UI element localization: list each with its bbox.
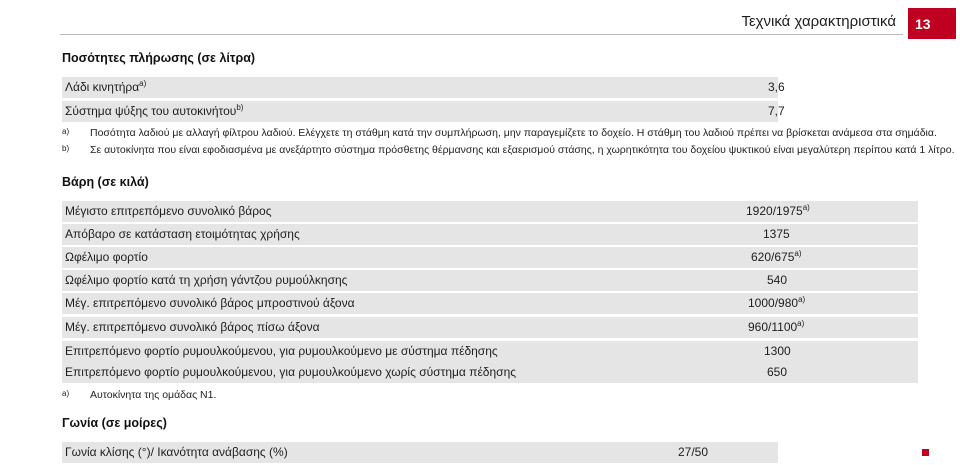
row-label: Λάδι κινητήρα$^{a)}$: [65, 79, 147, 94]
row-value: 3,6: [768, 80, 785, 94]
footnote-mark: a): [62, 127, 70, 136]
footnote: [62, 127, 937, 139]
table-row: [62, 247, 918, 268]
row-value: 620/675$^{a)}$: [751, 249, 802, 264]
table-row: [62, 270, 918, 291]
row-label: Επιτρεπόμενο φορτίο ρυμουλκούμενου, για ρυμουλκούμενο με σύστημα πέδησης: [65, 344, 498, 358]
row-value: 1920/1975$^{a)}$: [746, 203, 810, 218]
page-number: 13: [915, 15, 931, 32]
row-value: 1300: [764, 344, 791, 358]
fluids-section-title: Ποσότητες πλήρωσης (σε λίτρα): [62, 51, 256, 65]
footnote: [62, 144, 955, 156]
table-row: [62, 317, 918, 338]
footnote-mark: b): [62, 144, 70, 153]
section-end-marker: [922, 449, 929, 456]
table-row: [62, 442, 778, 463]
table-row: [62, 362, 918, 383]
footnote-text: Σε αυτοκίνητα που είναι εφοδιασμένα με ανεξάρτητο σύστημα πρόσθετης θέρμανσης και εξαερισμού στάσης, η χωρητικότητα του δοχείου ψυκτικού είναι μεγαλύτερη περίπου κατά 1 λίτρο.: [90, 144, 955, 156]
row-label: Γωνία κλίσης (°)/ Ικανότητα ανάβασης (%): [65, 445, 288, 459]
row-label: Μέγιστο επιτρεπόμενο συνολικό βάρος: [65, 204, 272, 218]
table-row: [62, 341, 918, 362]
row-label: Μέγ. επιτρεπόμενο συνολικό βάρος πίσω άξονα: [65, 320, 320, 334]
row-label: Σύστημα ψύξης του αυτοκινήτου$^{b)}$: [65, 103, 244, 118]
row-label: Μέγ. επιτρεπόμενο συνολικό βάρος μπροστινού άξονα: [65, 296, 355, 310]
footnote-text: Ποσότητα λαδιού με αλλαγή φίλτρου λαδιού. Ελέγχετε τη στάθμη κατά την συμπλήρωση, μην παραγεμίζετε το δοχείο. Η στάθμη του λαδιού πρέπει να βρίσκεται ανάμεσα στα σημάδια.: [90, 127, 937, 139]
row-label: Ωφέλιμο φορτίο κατά τη χρήση γάντζου ρυμούλκησης: [65, 273, 348, 287]
row-value: 1375: [763, 227, 790, 241]
row-value: 650: [767, 365, 788, 379]
table-row: [62, 101, 785, 122]
table-row: [62, 293, 918, 314]
row-value: 7,7: [768, 104, 785, 118]
row-label: Απόβαρο σε κατάσταση ετοιμότητας χρήσης: [65, 227, 300, 241]
weights-section-title: Βάρη (σε κιλά): [62, 175, 149, 189]
footnote-text: Αυτοκίνητα της ομάδας N1.: [90, 389, 217, 401]
header-divider: [60, 34, 903, 35]
table-row: [62, 224, 918, 245]
page-number-tab: [908, 8, 956, 39]
footnote-mark: a): [62, 389, 70, 398]
row-label: Ωφέλιμο φορτίο: [65, 250, 148, 264]
chapter-title: Τεχνικά χαρακτηριστικά: [741, 13, 896, 30]
row-value: 960/1100$^{a)}$: [748, 319, 805, 334]
angles-section-title: Γωνία (σε μοίρες): [62, 416, 167, 430]
row-label: Επιτρεπόμενο φορτίο ρυμουλκούμενου, για ρυμουλκούμενο χωρίς σύστημα πέδησης: [65, 365, 517, 379]
table-row: [62, 77, 785, 98]
footnote: [62, 389, 216, 401]
row-value: 27/50: [678, 445, 709, 459]
row-value: 540: [767, 273, 788, 287]
table-row: [62, 201, 918, 222]
row-value: 1000/980$^{a)}$: [748, 295, 806, 310]
